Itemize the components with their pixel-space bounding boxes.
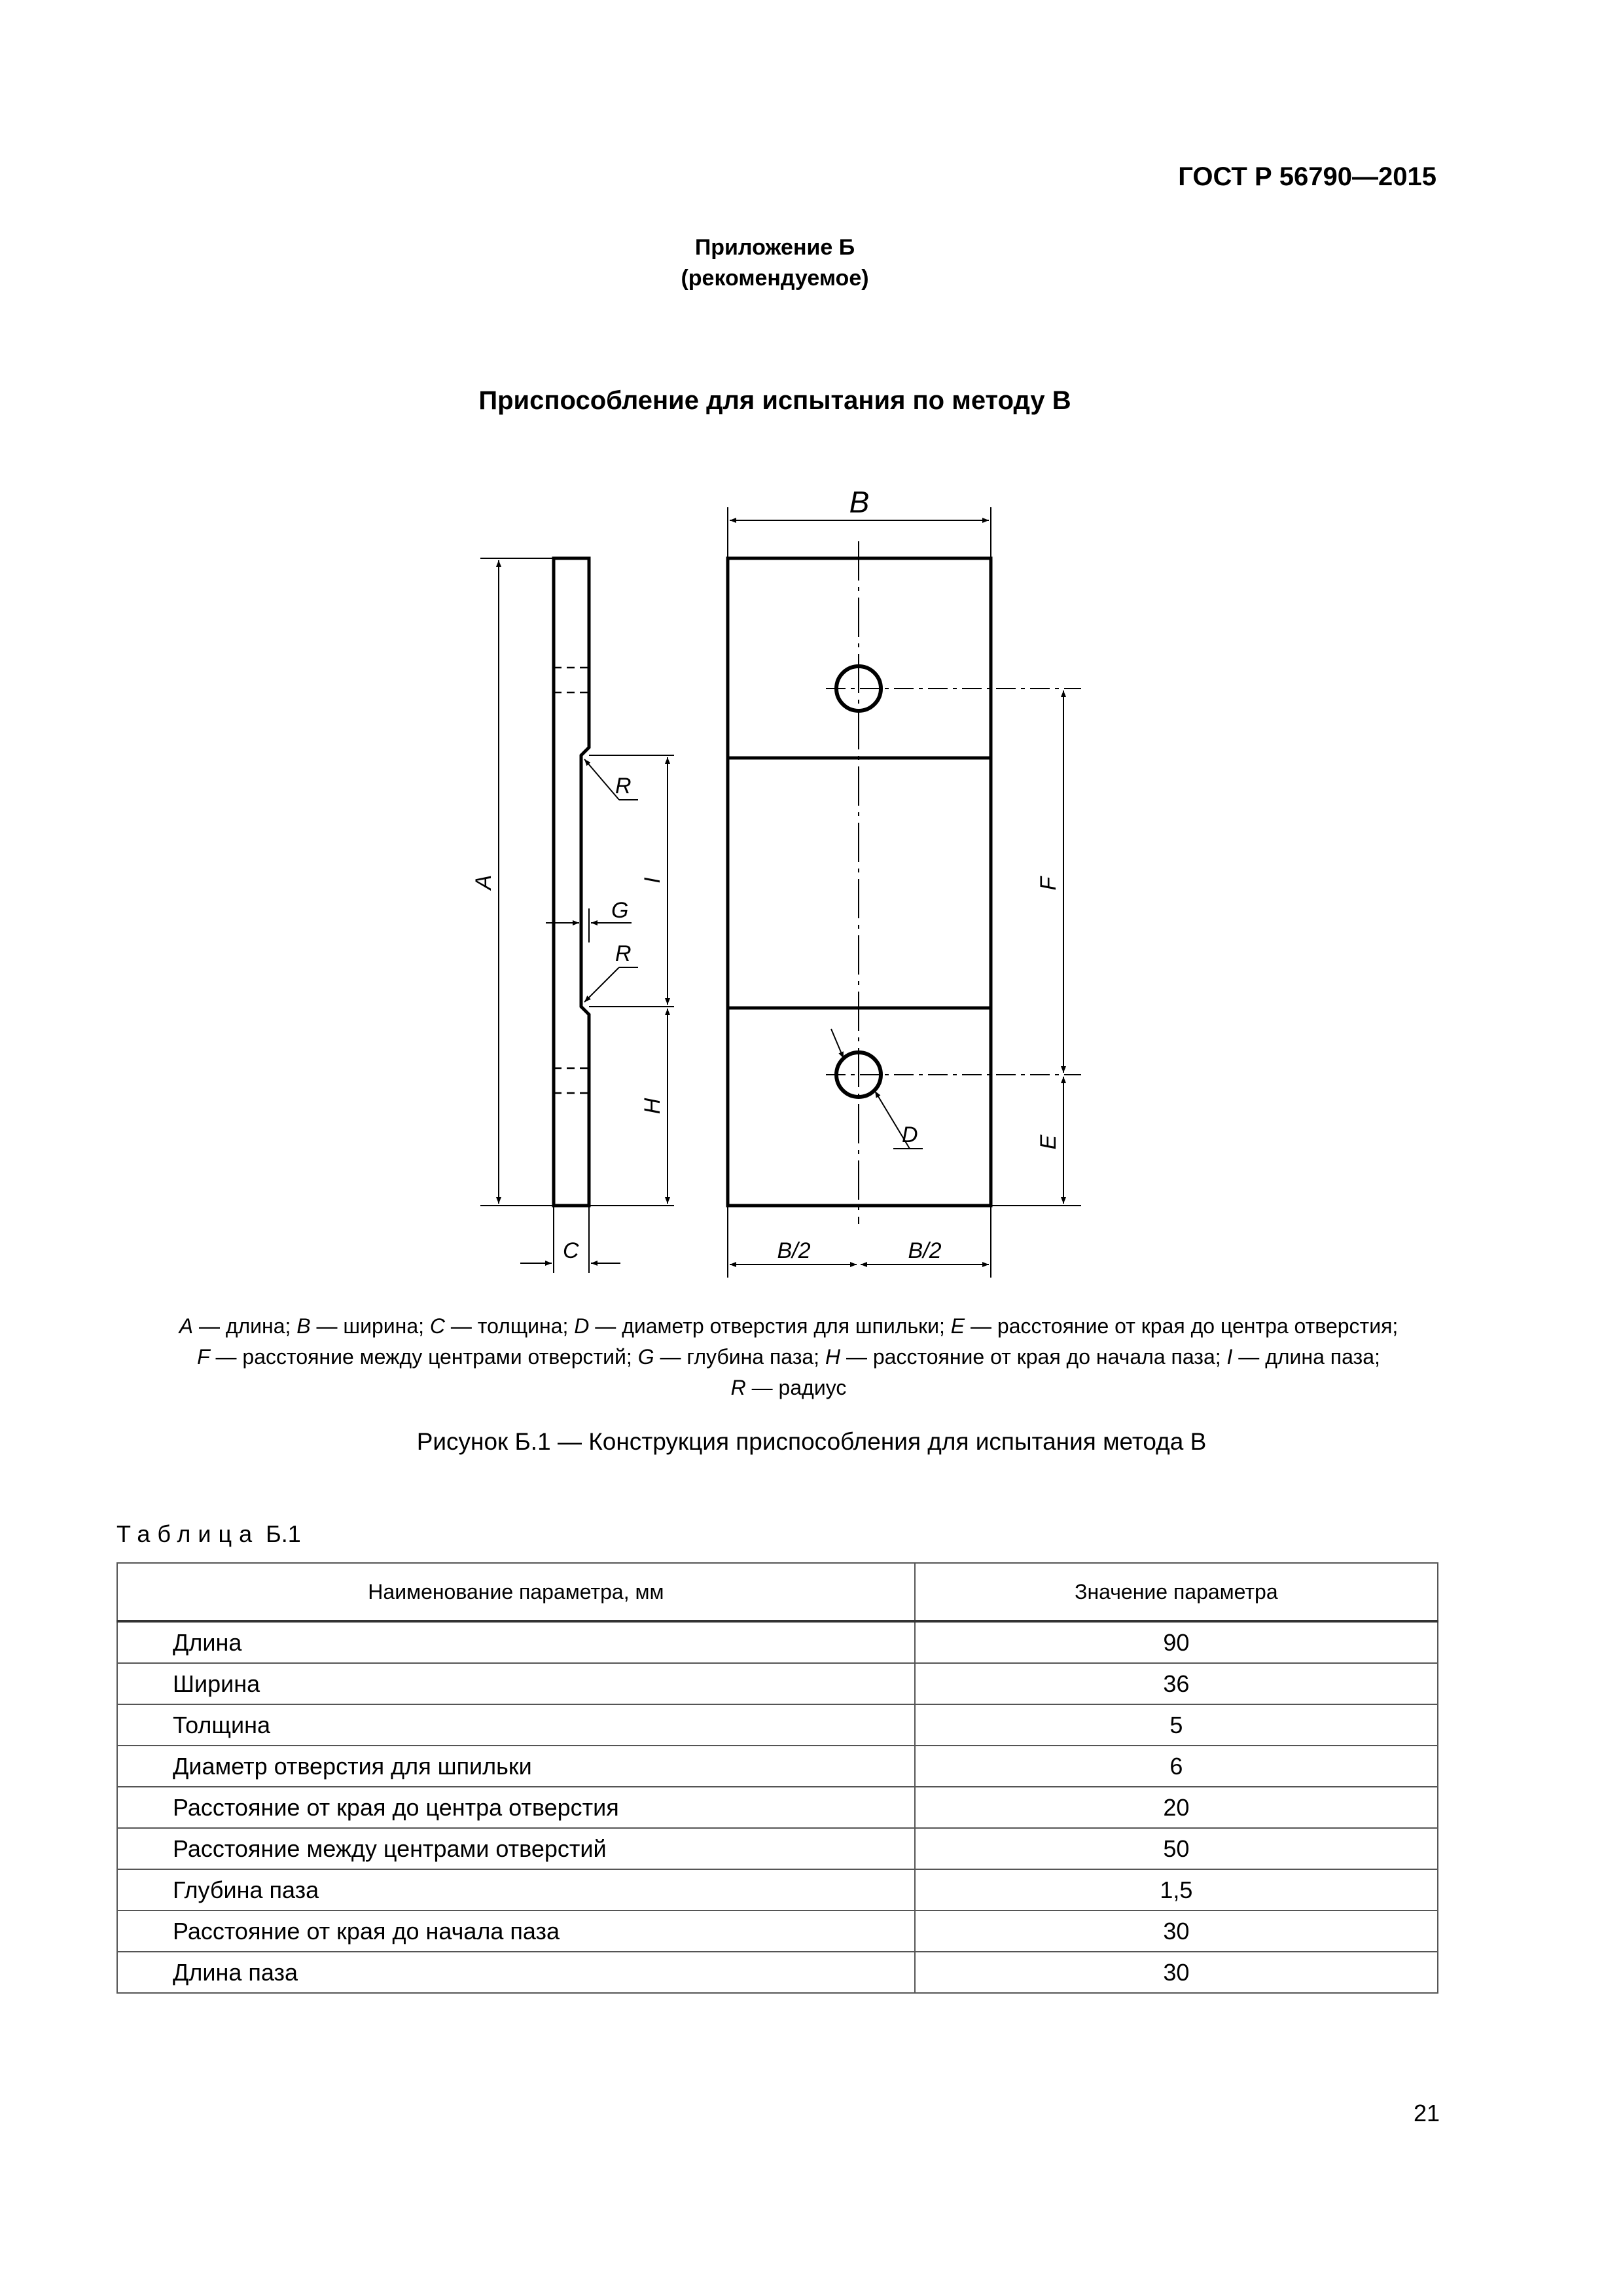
table-label (116, 1520, 301, 1548)
label-r-top: R (615, 774, 632, 798)
legend-symbol: I (1226, 1345, 1233, 1369)
column-header-parameter: Наименование параметра, мм (117, 1563, 915, 1621)
legend-symbol: H (825, 1345, 841, 1369)
parameter-name: Толщина (117, 1704, 915, 1746)
legend-text: — толщина; (445, 1314, 575, 1338)
label-i: I (640, 877, 665, 884)
section-title: Приспособление для испытания по методу В (478, 386, 1071, 415)
parameter-value: 36 (915, 1663, 1438, 1704)
legend-symbol: F (197, 1345, 210, 1369)
parameter-value: 20 (915, 1787, 1438, 1828)
parameter-name: Диаметр отверстия для шпильки (117, 1746, 915, 1787)
figure-caption: Рисунок Б.1 — Конструкция приспособления для испытания метода В (416, 1428, 1207, 1455)
parameter-name: Длина паза (117, 1952, 915, 1993)
table-row (117, 1869, 1438, 1910)
parameter-name: Глубина паза (117, 1869, 915, 1910)
label-f: F (1036, 876, 1061, 891)
table-row (117, 1910, 1438, 1952)
label-r-bottom: R (615, 941, 632, 966)
dimension-g (546, 898, 632, 942)
radius-callouts (584, 759, 638, 1002)
table-row (117, 1746, 1438, 1787)
table-row (117, 1952, 1438, 1993)
parameter-value: 50 (915, 1828, 1438, 1869)
label-a: A (471, 874, 496, 890)
page-number: 21 (1413, 2100, 1440, 2126)
parameter-value: 6 (915, 1746, 1438, 1787)
legend-text: — глубина паза; (654, 1345, 825, 1369)
legend-text: — диаметр отверстия для шпильки; (589, 1314, 951, 1338)
appendix-status: (рекомендуемое) (681, 266, 869, 291)
legend-text: — длина паза; (1232, 1345, 1380, 1369)
standard-number: ГОСТ Р 56790—2015 (1178, 162, 1436, 191)
legend-text: — длина; (193, 1314, 297, 1338)
dimension-b-half (728, 1206, 991, 1278)
parameter-value: 1,5 (915, 1869, 1438, 1910)
table-label-number: Б.1 (259, 1520, 301, 1547)
parameter-value: 90 (915, 1621, 1438, 1663)
parameter-value: 5 (915, 1704, 1438, 1746)
parameter-name: Ширина (117, 1663, 915, 1704)
label-e: E (1036, 1134, 1061, 1150)
legend-symbol: R (730, 1376, 746, 1399)
label-b: B (849, 485, 870, 519)
table-row (117, 1828, 1438, 1869)
label-c: C (563, 1238, 579, 1263)
front-view (728, 541, 1081, 1224)
side-view (554, 558, 589, 1206)
legend-symbol: B (296, 1314, 311, 1338)
table-header-row (117, 1563, 1438, 1621)
legend-line-1 (92, 1311, 1486, 1342)
legend-symbol: A (179, 1314, 194, 1338)
legend-text: — расстояние от края до начала паза; (840, 1345, 1227, 1369)
legend-text: — радиус (745, 1376, 847, 1399)
dimension-f-e (991, 691, 1081, 1206)
legend-text: — ширина; (310, 1314, 430, 1338)
legend-text: — расстояние от края до центра отверстия; (965, 1314, 1399, 1338)
parameter-name: Длина (117, 1621, 915, 1663)
parameter-value: 30 (915, 1952, 1438, 1993)
table-row (117, 1704, 1438, 1746)
parameter-name: Расстояние между центрами отверстий (117, 1828, 915, 1869)
legend-line-2 (92, 1342, 1486, 1372)
dimension-c (520, 1206, 620, 1273)
label-d: D (902, 1122, 918, 1147)
parameter-name: Расстояние от края до центра отверстия (117, 1787, 915, 1828)
legend-symbol: G (637, 1345, 654, 1369)
appendix-title: Приложение Б (694, 235, 855, 260)
parameter-value: 30 (915, 1910, 1438, 1952)
legend-line-3 (92, 1372, 1486, 1403)
table-row (117, 1787, 1438, 1828)
legend-symbol: D (574, 1314, 590, 1338)
parameters-table (116, 1562, 1438, 1994)
parameter-name: Расстояние от края до начала паза (117, 1910, 915, 1952)
dimension-i-h (589, 755, 674, 1206)
figure-legend (92, 1311, 1486, 1403)
legend-symbol: C (429, 1314, 445, 1338)
label-b-half-left: B/2 (777, 1238, 811, 1263)
table-row (117, 1621, 1438, 1663)
label-g: G (611, 898, 629, 923)
legend-symbol: E (950, 1314, 965, 1338)
table-label-prefix: Таблица (116, 1520, 260, 1547)
label-b-half-right: B/2 (908, 1238, 942, 1263)
table-row (117, 1663, 1438, 1704)
label-h: H (640, 1098, 665, 1115)
dimension-a (471, 558, 554, 1206)
legend-text: — расстояние между центрами отверстий; (209, 1345, 638, 1369)
column-header-value: Значение параметра (915, 1563, 1438, 1621)
